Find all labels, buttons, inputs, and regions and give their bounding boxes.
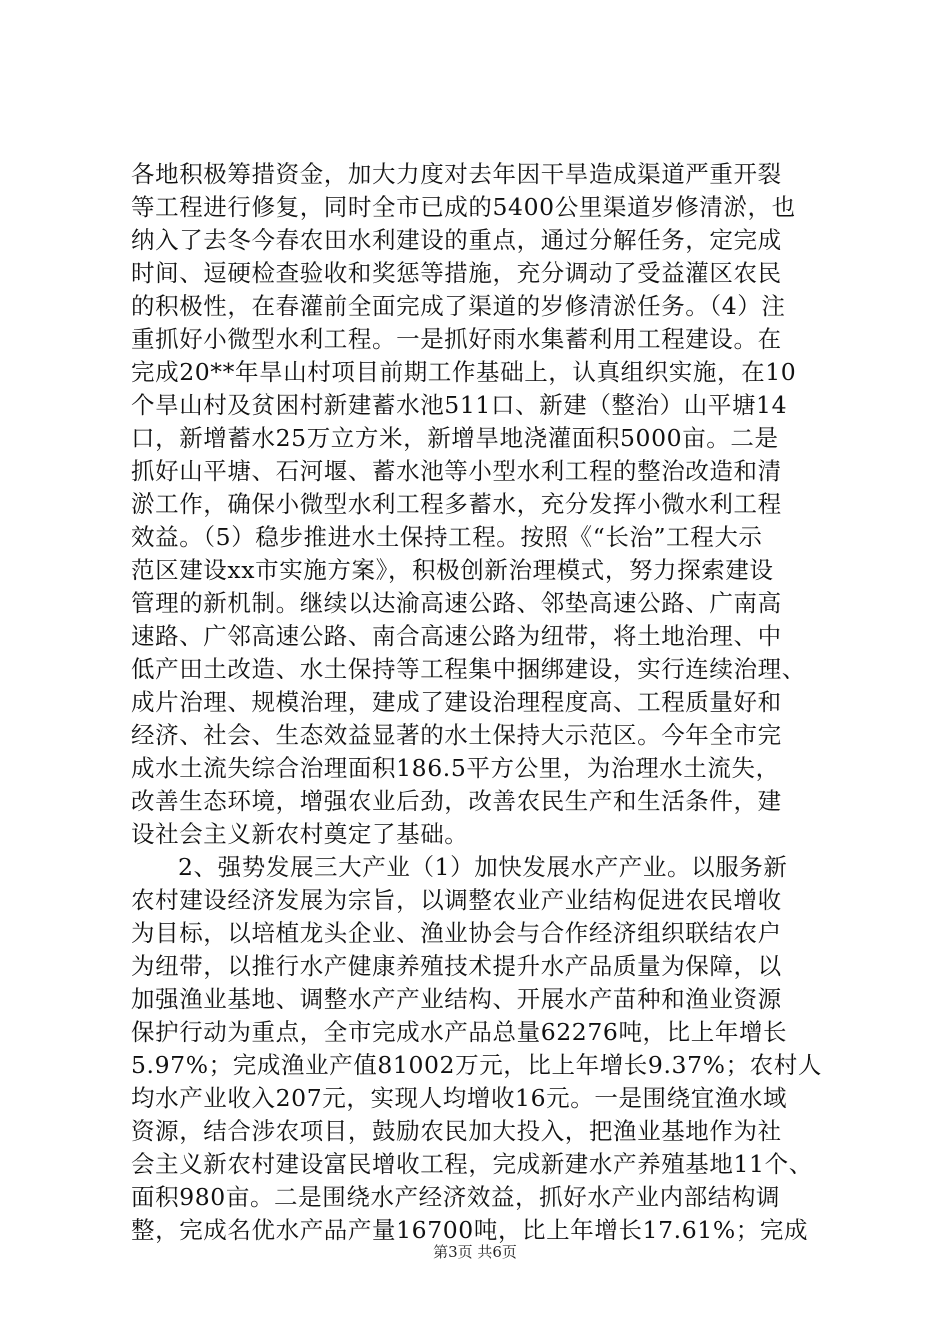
- text-line: 成片治理、规模治理，建成了建设治理程度高、工程质量好和: [131, 688, 782, 716]
- text-line: 农村建设经济发展为宗旨，以调整农业产业结构促进农民增收: [131, 886, 782, 914]
- text-line: 效益。（5）稳步推进水土保持工程。按照《“长治”工程大示: [131, 523, 763, 551]
- text-line: 纳入了去冬今春农田水利建设的重点，通过分解任务，定完成: [131, 226, 782, 254]
- text-line: 完成20**年旱山村项目前期工作基础上，认真组织实施，在10: [131, 358, 797, 386]
- paragraph-start-line: 2、强势发展三大产业（1）加快发展水产产业。以服务新: [178, 853, 788, 881]
- text-line: 设社会主义新农村奠定了基础。: [131, 820, 469, 848]
- text-line: 为纽带，以推行水产健康养殖技术提升水产品质量为保障，以: [131, 952, 782, 980]
- text-line: 管理的新机制。继续以达渝高速公路、邻垫高速公路、广南高: [131, 589, 782, 617]
- text-line: 个旱山村及贫困村新建蓄水池511口、新建（整治）山平塘14: [131, 391, 788, 419]
- text-line: 低产田土改造、水土保持等工程集中捆绑建设，实行连续治理、: [131, 655, 806, 683]
- text-line: 成水土流失综合治理面积186.5平方公里，为治理水土流失，: [131, 754, 780, 782]
- text-line: 重抓好小微型水利工程。一是抓好雨水集蓄利用工程建设。在: [131, 325, 782, 353]
- text-line: 时间、逗硬检查验收和奖惩等措施，充分调动了受益灌区农民: [131, 259, 782, 287]
- text-line: 改善生态环境，增强农业后劲，改善农民生产和生活条件，建: [131, 787, 782, 815]
- text-line: 均水产业收入207元，实现人均增收16元。一是围绕宜渔水域: [131, 1084, 788, 1112]
- text-line: 范区建设xx市实施方案》，积极创新治理模式，努力探索建设: [131, 556, 774, 584]
- text-line: 面积980亩。二是围绕水产经济效益，抓好水产业内部结构调: [131, 1183, 781, 1211]
- text-line: 各地积极筹措资金，加大力度对去年因干旱造成渠道严重开裂: [131, 160, 782, 188]
- page-footer: [0, 1242, 950, 1262]
- text-line: 速路、广邻高速公路、南合高速公路为纽带，将土地治理、中: [131, 622, 782, 650]
- text-line: 加强渔业基地、调整水产产业结构、开展水产苗种和渔业资源: [131, 985, 782, 1013]
- text-line: 等工程进行修复，同时全市已成的5400公里渠道岁修清淤，也: [131, 193, 796, 221]
- page-number-label: 第3页 共6页: [433, 1243, 517, 1261]
- text-line: 保护行动为重点，全市完成水产品总量62276吨，比上年增长: [131, 1018, 788, 1046]
- text-line: 抓好山平塘、石河堰、蓄水池等小型水利工程的整治改造和清: [131, 457, 782, 485]
- text-line: 经济、社会、生态效益显著的水土保持大示范区。今年全市完: [131, 721, 782, 749]
- text-line: 会主义新农村建设富民增收工程，完成新建水产养殖基地11个、: [131, 1150, 813, 1178]
- text-line: 的积极性，在春灌前全面完成了渠道的岁修清淤任务。（4）注: [131, 292, 786, 320]
- text-line: 淤工作，确保小微型水利工程多蓄水，充分发挥小微水利工程: [131, 490, 782, 518]
- text-line: 资源，结合涉农项目，鼓励农民加大投入，把渔业基地作为社: [131, 1117, 782, 1145]
- text-line: 整，完成名优水产品产量16700吨，比上年增长17.61%；完成: [131, 1216, 809, 1244]
- text-line: 5.97%；完成渔业产值81002万元，比上年增长9.37%；农村人: [131, 1051, 822, 1079]
- text-line: 口，新增蓄水25万立方米，新增旱地浇灌面积5000亩。二是: [131, 424, 779, 452]
- body-text: [131, 158, 831, 1247]
- text-line: 为目标，以培植龙头企业、渔业协会与合作经济组织联结农户: [131, 919, 782, 947]
